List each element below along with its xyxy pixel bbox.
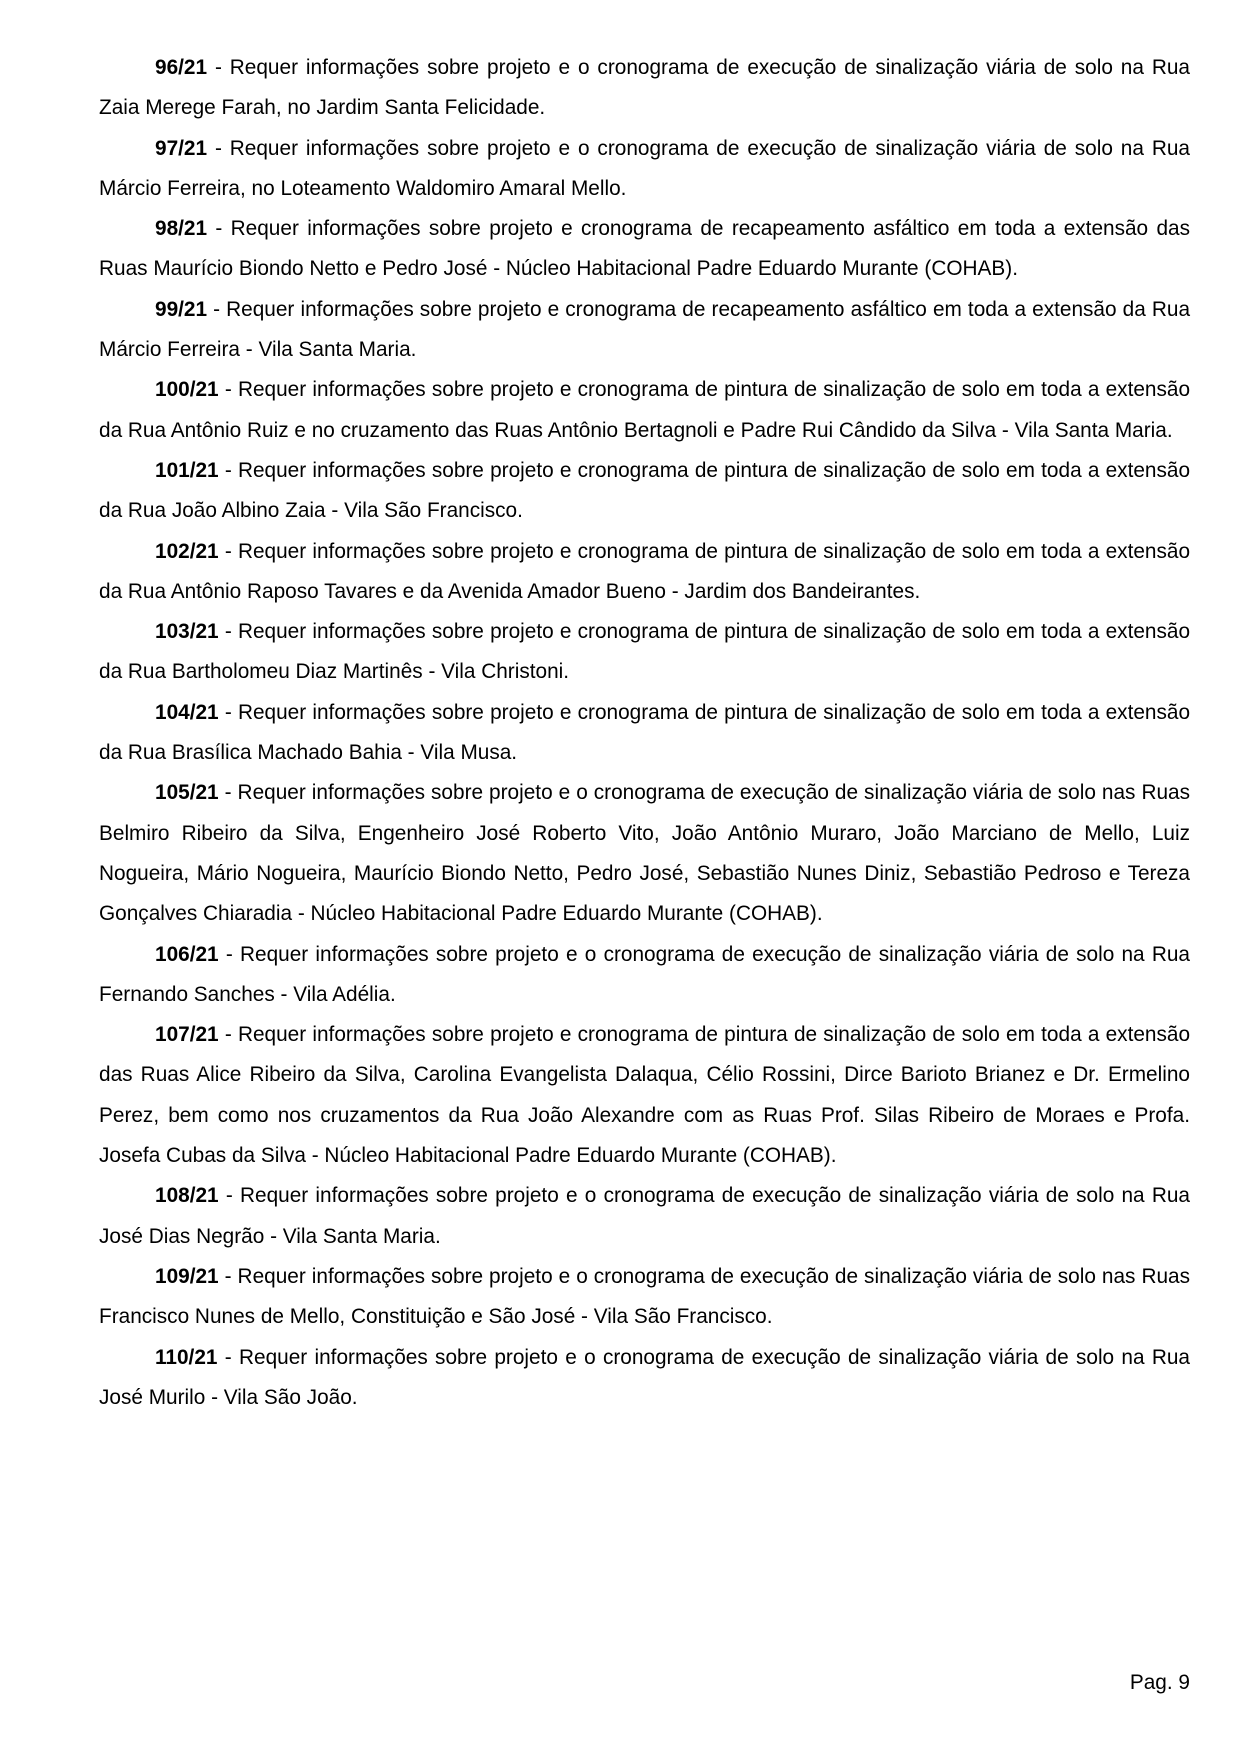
item-number: 99/21 (155, 297, 208, 321)
item-number: 98/21 (155, 217, 208, 241)
requerimento-item (99, 209, 1190, 290)
item-text: - Requer informações sobre projeto e cronograma de pintura de sinalização de solo em toda a extensão da Rua João Albino Zaia - Vila São Francisco. (99, 458, 1191, 523)
item-text: - Requer informações sobre projeto e cronograma de pintura de sinalização de solo em toda a extensão da Rua Bartholomeu Diaz Martinês - Vila Christoni. (99, 620, 1191, 684)
item-text: - Requer informações sobre projeto e o cronograma de execução de sinalização viária de solo nas Ruas Francisco Nunes de Mello, Constituição e São José - Vila São Francisco. (99, 1264, 1190, 1329)
requerimento-item (99, 532, 1190, 613)
requerimento-item (99, 773, 1190, 934)
item-text: - Requer informações sobre projeto e cronograma de pintura de sinalização de solo em toda a extensão da Rua Antônio Ruiz e no cruzamento das Ruas Antônio Bertagnoli e Padre Rui Cândido da Silva - Vila Santa Maria. (99, 378, 1191, 442)
item-text: - Requer informações sobre projeto e o cronograma de execução de sinalização viária de solo na Rua José Murilo - Vila São João. (99, 1345, 1190, 1409)
item-number: 108/21 (155, 1184, 219, 1208)
item-text: - Requer informações sobre projeto e cronograma de recapeamento asfáltico em toda a extensão da Rua Márcio Ferreira - Vila Santa Maria. (99, 297, 1191, 362)
requerimento-item (99, 935, 1190, 1016)
requerimento-item (99, 1338, 1190, 1419)
item-text: - Requer informações sobre projeto e o cronograma de execução de sinalização viária de solo na Rua José Dias Negrão - Vila Santa Maria. (99, 1184, 1190, 1248)
item-number: 105/21 (155, 781, 219, 805)
item-number: 101/21 (155, 458, 219, 482)
item-text: - Requer informações sobre projeto e cronograma de pintura de sinalização de solo em toda a extensão da Rua Brasílica Machado Bahia - Vila Musa. (99, 700, 1191, 765)
requerimento-item (99, 1257, 1190, 1338)
item-text: - Requer informações sobre projeto e cronograma de pintura de sinalização de solo em toda a extensão das Ruas Alice Ribeiro da Silva, Carolina Evangelista Dalaqua, Célio Rossini, Dirce Barioto Brianez e Dr. Ermelino Perez, bem como nos cruzamentos da Rua João Alexandre com as Ruas Prof. Silas Ribeiro de Moraes e Profa. Josefa Cubas da Silva - Núcleo Habitacional Padre Eduardo Murante (COHAB). (99, 1023, 1191, 1168)
item-number: 107/21 (155, 1023, 219, 1047)
item-number: 103/21 (155, 620, 219, 644)
requerimento-item (99, 48, 1190, 129)
item-number: 109/21 (155, 1264, 219, 1288)
requerimento-item (99, 370, 1190, 451)
requerimento-item (99, 612, 1190, 693)
requerimento-item (99, 1015, 1190, 1176)
item-text: - Requer informações sobre projeto e o cronograma de execução de sinalização viária de solo na Rua Fernando Sanches - Vila Adélia. (99, 942, 1190, 1006)
requerimento-item (99, 1176, 1190, 1257)
item-text: - Requer informações sobre projeto e o cronograma de execução de sinalização viária de solo nas Ruas Belmiro Ribeiro da Silva, Engenheiro José Roberto Vito, João Antônio Muraro, João Marciano de Mello, Luiz Nogueira, Mário Nogueira, Maurício Biondo Netto, Pedro José, Sebastião Nunes Diniz, Sebastião Pedroso e Tereza Gonçalves Chiaradia - Núcleo Habitacional Padre Eduardo Murante (COHAB). (99, 781, 1190, 926)
requerimento-item (99, 451, 1190, 532)
requerimento-item (99, 693, 1190, 774)
item-number: 96/21 (155, 56, 208, 79)
item-number: 97/21 (155, 136, 208, 160)
requerimento-item (99, 290, 1190, 371)
item-text: - Requer informações sobre projeto e o cronograma de execução de sinalização viária de solo na Rua Zaia Merege Farah, no Jardim Santa Felicidade. (99, 56, 1190, 120)
item-number: 104/21 (155, 700, 219, 724)
item-text: - Requer informações sobre projeto e cronograma de pintura de sinalização de solo em toda a extensão da Rua Antônio Raposo Tavares e da Avenida Amador Bueno - Jardim dos Bandeirantes. (99, 539, 1191, 603)
item-number: 102/21 (155, 539, 219, 563)
item-text: - Requer informações sobre projeto e cronograma de recapeamento asfáltico em toda a extensão das Ruas Maurício Biondo Netto e Pedro José - Núcleo Habitacional Padre Eduardo Murante (COHAB). (99, 217, 1190, 281)
item-text: - Requer informações sobre projeto e o cronograma de execução de sinalização viária de solo na Rua Márcio Ferreira, no Loteamento Waldomiro Amaral Mello. (99, 136, 1190, 200)
item-number: 100/21 (155, 378, 219, 402)
item-number: 110/21 (155, 1345, 218, 1369)
requerimento-item (99, 129, 1190, 210)
item-number: 106/21 (155, 942, 219, 966)
page-number: Pag. 9 (1129, 1671, 1190, 1694)
